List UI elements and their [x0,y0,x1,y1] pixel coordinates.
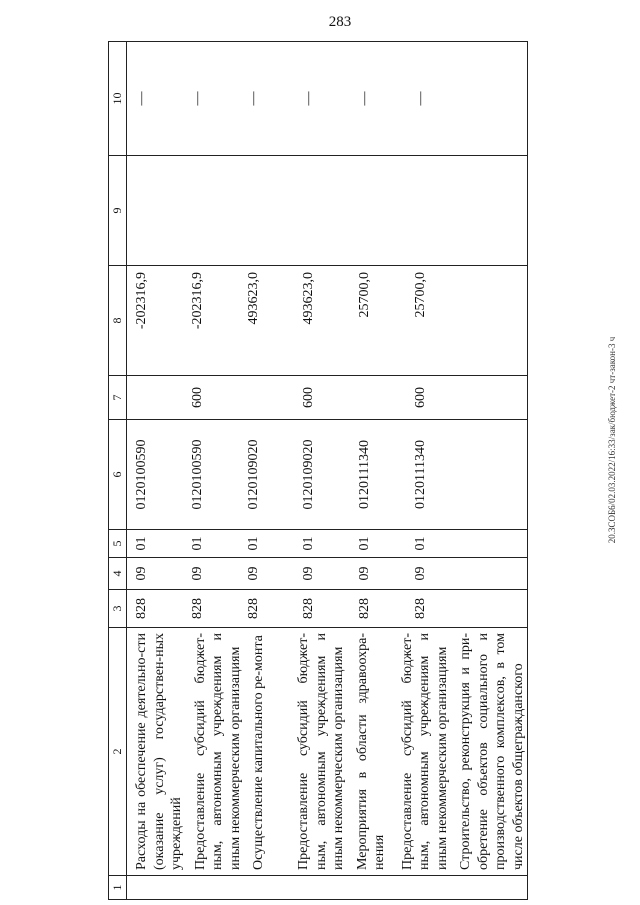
col-4-cell [127,558,528,590]
row-5-col-6: 0120111340 [357,440,372,509]
row-3-col-10: — [245,91,261,106]
row-6-col-6: 0120111340 [412,440,428,509]
row-5-col-4: 09 [357,566,372,581]
stamp-text: 20.ЗСОБ6/02.03.2022/16:33/зак/бюджет-2 чт-закон-3 ч [607,336,617,544]
row-5-col-9 [350,156,406,265]
row-2-col-8: -202316,9 [189,272,205,330]
row-3-col-6: 0120109020 [245,439,261,510]
row-6-col-10: — [412,91,428,106]
row-2-col-3: 828 [189,598,205,619]
header-col-10: 10 [109,42,127,156]
row-5-col-10: — [357,91,372,106]
row-name-7: Строительство, реконструкция и при-обретение объектов социального и производственного комплексов, в том числе объектов общегражданского [458,633,526,870]
header-col-1: 1 [109,876,127,900]
row-7-col-4 [461,558,527,589]
row-6-col-9 [406,156,462,265]
row-7-col-3 [461,590,527,627]
row-name-3: Осуществление капитального ре-монта [251,635,267,870]
row-1-col-3: 828 [134,598,150,619]
header-col-8: 8 [109,266,127,376]
header-col-5: 5 [109,530,127,558]
page-number: 283 [328,14,352,30]
row-7-col-8 [461,266,527,375]
row-7-col-5 [461,530,527,557]
row-1-col-9 [127,156,183,265]
col-10-stack [127,42,527,155]
row-2-col-7: 600 [189,387,205,408]
row-6-col-3: 828 [412,598,428,619]
row-2-col-10: — [189,91,205,106]
row-5-col-3: 828 [357,598,372,619]
col-7-stack [127,376,527,419]
row-1-col-7 [127,376,183,419]
col-9-cell [127,156,528,266]
col-10-cell [127,42,528,156]
col-7-cell [127,376,528,420]
row-1-col-6: 0120100590 [134,439,150,510]
row-4-col-8: 493623,0 [301,272,317,325]
col-5-stack [127,530,527,557]
row-3-col-4: 09 [245,566,261,581]
row-4-col-5: 01 [301,536,317,551]
row-4-col-6: 0120109020 [301,439,317,510]
row-6-col-4: 09 [412,566,428,581]
row-4-col-9 [294,156,350,265]
col-8-cell [127,266,528,376]
row-7-col-9 [461,156,527,265]
header-col-7: 7 [109,376,127,420]
rotated-table-wrapper [108,42,528,900]
header-col-3: 3 [109,590,127,628]
row-3-col-9 [239,156,295,265]
header-row [109,42,127,900]
row-3-col-3: 828 [245,598,261,619]
header-col-4: 4 [109,558,127,590]
row-3-col-5: 01 [245,536,261,551]
row-1-col-10: — [134,91,150,106]
row-2-col-5: 01 [189,536,205,551]
row-2-col-9 [183,156,239,265]
row-7-col-6 [461,420,527,529]
row-name-1: Расходы на обеспечение деятельно-сти (оказание услуг) государствен-ных учреждений [134,633,185,870]
col-6-stack [127,420,527,529]
header-col-9: 9 [109,156,127,266]
row-1-col-5: 01 [134,536,150,551]
col-5-cell [127,530,528,558]
col-8-stack [127,266,527,375]
document-stamp [597,40,627,840]
row-7-col-10 [461,42,527,155]
col-3-cell [127,590,528,628]
row-7-col-7 [461,376,527,419]
row-3-col-7 [239,376,295,419]
row-4-col-10: — [301,91,317,106]
row-6-col-5: 01 [412,536,428,551]
row-6-col-8: 25700,0 [412,272,428,318]
row-name-5: Мероприятия в области здравоохра-нения [354,633,388,870]
row-6-col-7: 600 [412,387,428,408]
row-1-col-8: -202316,9 [134,272,150,330]
col-1-cell [127,876,528,900]
col-4-stack [127,558,527,589]
row-4-col-3: 828 [301,598,317,619]
budget-table [108,41,528,900]
row-name-2: Предоставление субсидий бюджет-ным, автономным учреждениям и иным некоммерческим организациям [192,633,243,870]
header-col-6: 6 [109,420,127,530]
header-col-2: 2 [109,628,127,876]
row-1-col-4: 09 [134,566,150,581]
name-stack [127,628,527,875]
row-name-4: Предоставление субсидий бюджет-ным, автономным учреждениям и иным некоммерческим организациям [296,633,347,870]
row-5-col-5: 01 [357,536,372,551]
row-2-col-6: 0120100590 [189,439,205,510]
row-name-6: Предоставление субсидий бюджет-ным, автономным учреждениям и иным некоммерческим организациям [399,633,450,870]
body-row [127,42,528,900]
row-2-col-4: 09 [189,566,205,581]
col-name-cell [127,628,528,876]
row-3-col-8: 493623,0 [245,272,261,325]
col-9-stack [127,156,527,265]
table-frame [108,42,528,900]
row-5-col-8: 25700,0 [357,272,372,318]
row-4-col-4: 09 [301,566,317,581]
row-5-col-7 [350,376,406,419]
col-6-cell [127,420,528,530]
col-3-stack [127,590,527,627]
row-4-col-7: 600 [301,387,317,408]
